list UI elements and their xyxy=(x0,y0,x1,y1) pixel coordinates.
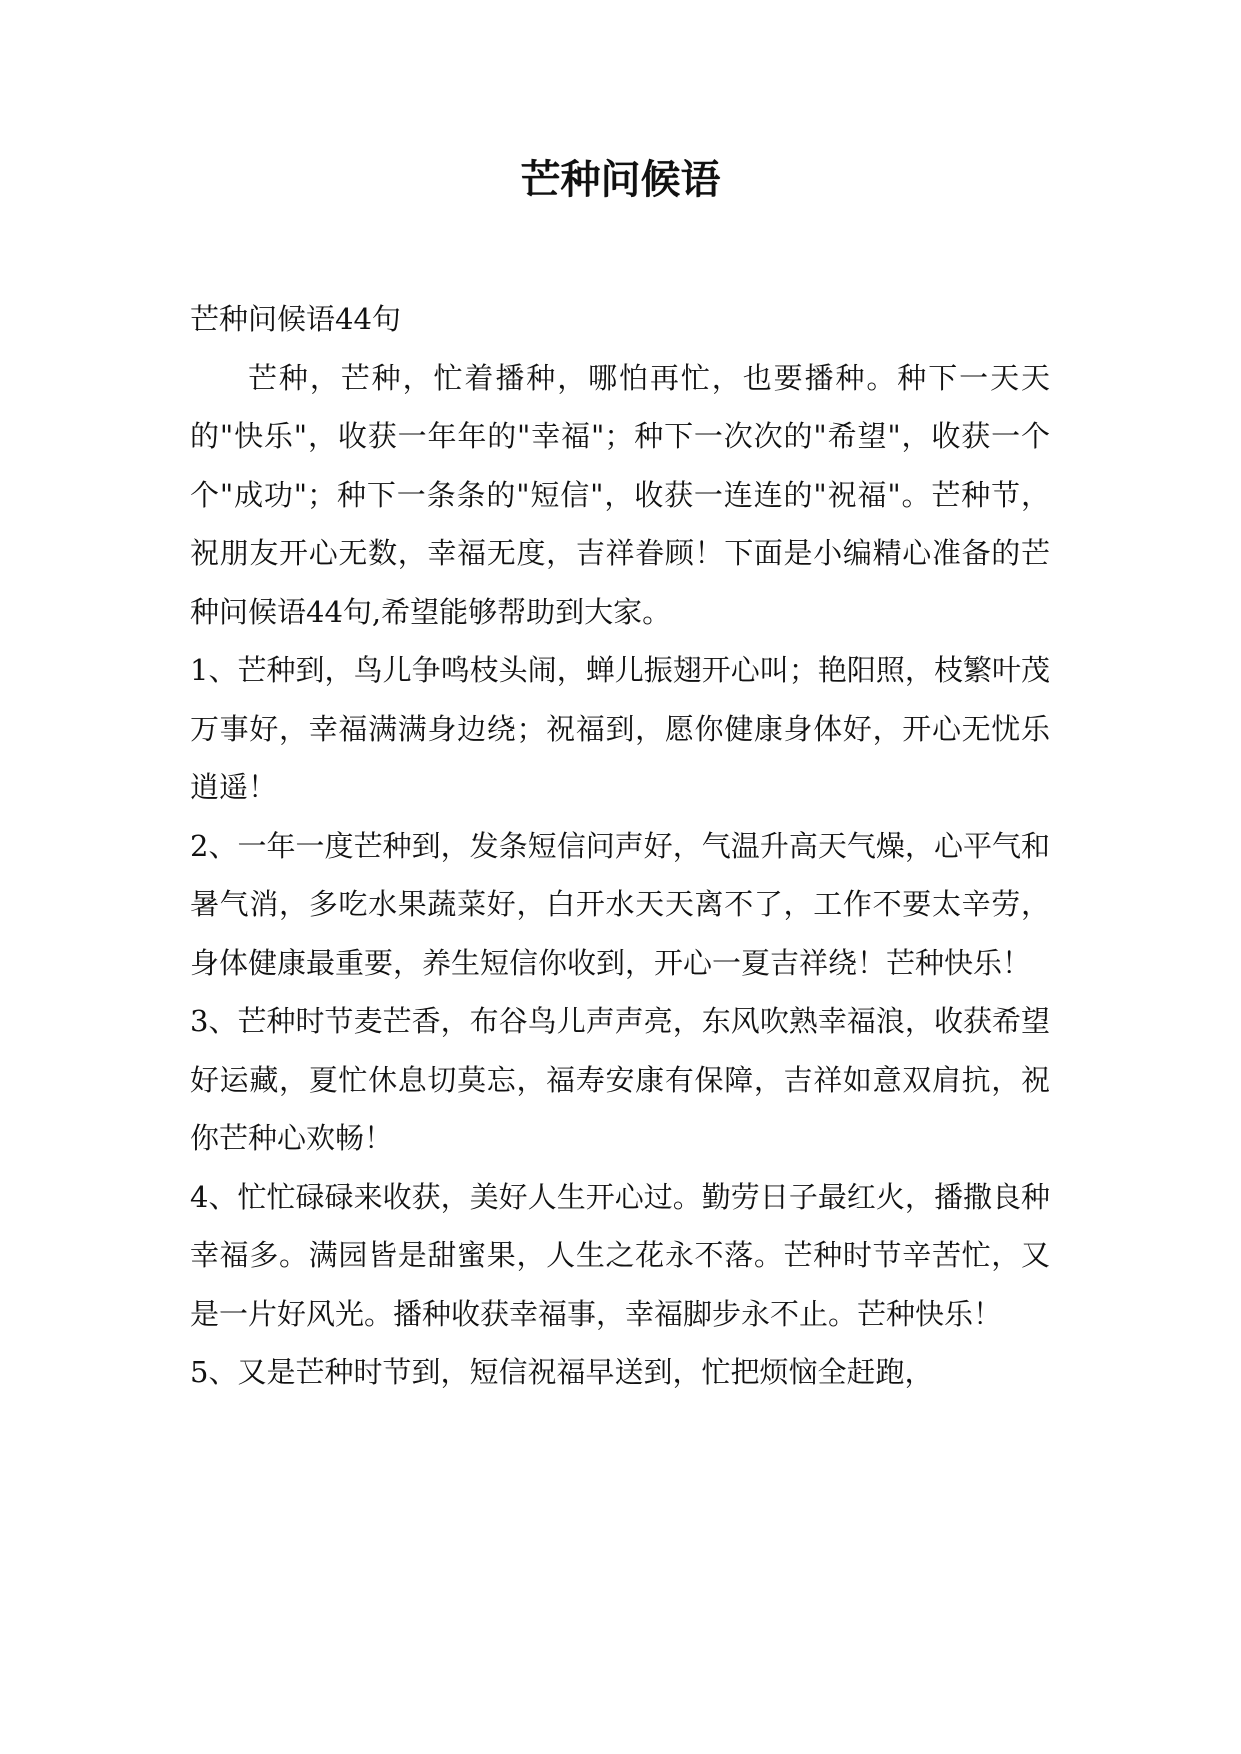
document-title: 芒种问候语 xyxy=(520,157,721,203)
list-item-5: 5、又是芒种时节到，短信祝福早送到，忙把烦恼全赶跑， xyxy=(190,1355,934,1389)
document-body xyxy=(190,290,1050,1402)
list-item-2: 2、一年一度芒种到，发条短信问声好，气温升高天气燥，心平气和暑气消，多吃水果蔬菜好，白开水天天离不了，工作不要太辛劳，身体健康最重要，养生短信你收到，开心一夏吉祥绕！芒种快乐！ xyxy=(190,828,1050,980)
list-item-1: 1、芒种到，鸟儿争鸣枝头闹，蝉儿振翅开心叫；艳阳照，枝繁叶茂万事好，幸福满满身边绕；祝福到，愿你健康身体好，开心无忧乐逍遥！ xyxy=(190,653,1050,804)
list-item-4: 4、忙忙碌碌来收获，美好人生开心过。勤劳日子最红火，播撒良种幸福多。满园皆是甜蜜果，人生之花永不落。芒种时节辛苦忙，又是一片好风光。播种收获幸福事，幸福脚步永不止。芒种快乐！ xyxy=(190,1179,1050,1331)
document-subtitle: 芒种问候语44句 xyxy=(190,302,401,336)
intro-paragraph: 芒种，芒种，忙着播种，哪怕再忙，也要播种。种下一天天的"快乐"，收获一年年的"幸福"；种下一次次的"希望"，收获一个个"成功"；种下一条条的"短信"，收获一连连的"祝福"。芒种节，祝朋友开心无数，幸福无度，吉祥眷顾！下面是小编精心准备的芒种问候语44句,希望能够帮助到大家。 xyxy=(190,360,1050,629)
list-item-3: 3、芒种时节麦芒香，布谷鸟儿声声亮，东风吹熟幸福浪，收获希望好运藏，夏忙休息切莫忘，福寿安康有保障，吉祥如意双肩抗，祝你芒种心欢畅！ xyxy=(190,1004,1050,1155)
